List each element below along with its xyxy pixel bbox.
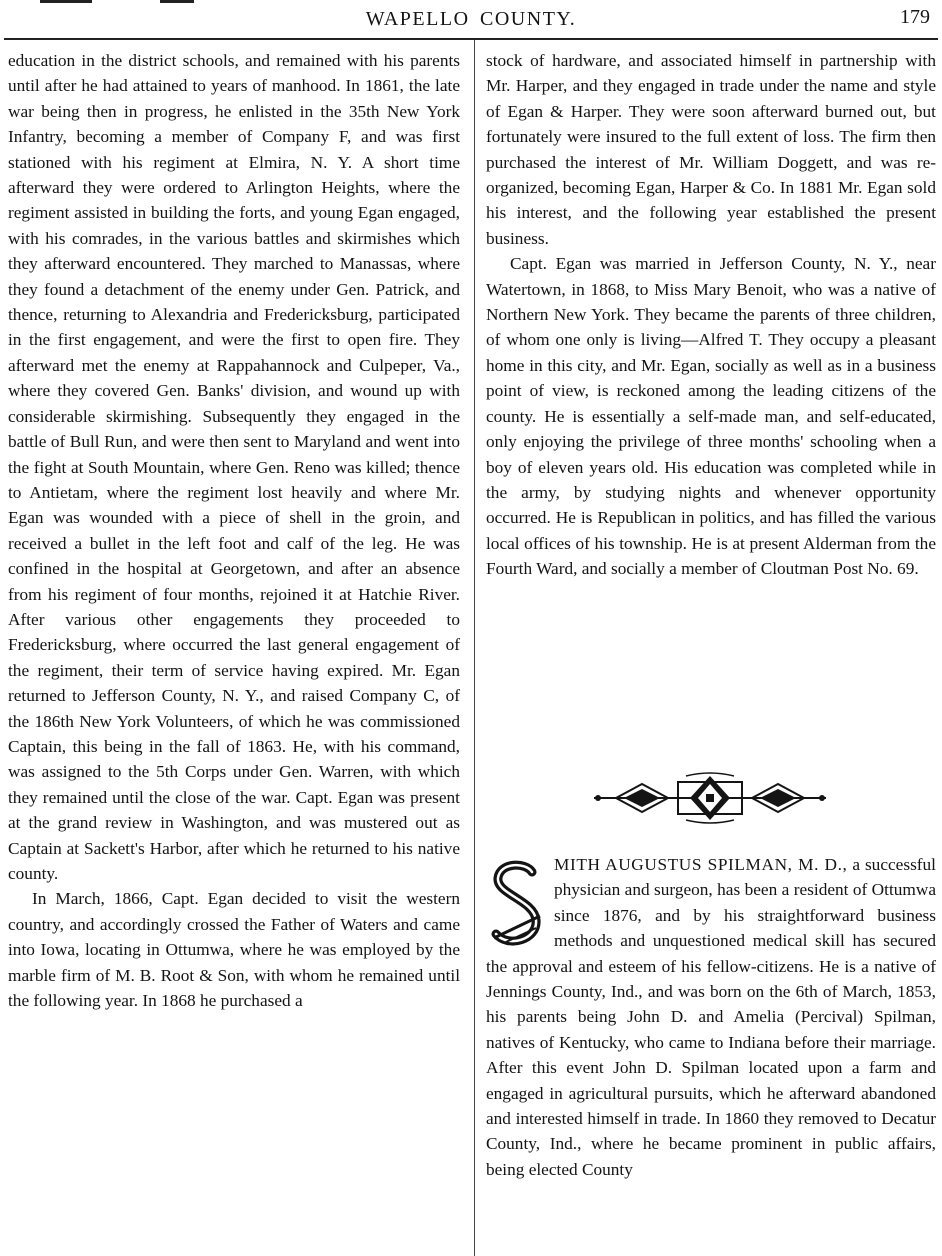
paragraph: Capt. Egan was married in Jefferson County, N. Y., near Watertown, in 1868, to Miss Mary Benoit, who was a native of Northern New York. They became the parents of three children, of whom one only is living—Alfred T. They occupy a pleasant home in this city, and Mr. Egan, socially as well as in a business point of view, is reckoned among the leading citizens of the county. He is essentially a self-made man, and self-educated, only enjoying the privilege of three months' schooling when a boy of eleven years old. His education was completed while in the army, by studying nights and whenever opportunity occurred. He is Republican in politics, and has filled the various local offices of his township. He is at present Alderman from the Fourth Ward, and socially a member of Cloutman Post No. 69.: [486, 254, 936, 579]
drop-cap-s: [486, 858, 548, 950]
right-column: [486, 48, 936, 582]
top-edge-mark: [40, 0, 92, 3]
top-edge-mark: [160, 0, 194, 3]
column-rule: [474, 40, 475, 1256]
running-title: WAPELLO COUNTY.: [365, 8, 577, 30]
header-rule: [4, 38, 938, 40]
running-head: [0, 6, 942, 36]
left-column: [8, 48, 460, 1013]
paragraph: In March, 1866, Capt. Egan decided to visit the western country, and accordingly crossed the Father of Waters and came into Iowa, locating in Ottumwa, where he was employed by the marble firm of M. B. Root & Son, with whom he remained until the following year. In 1868 he purchased a: [8, 889, 460, 1011]
biography-text: [486, 852, 936, 1182]
biography-entry: [486, 852, 936, 1182]
paragraph: stock of hardware, and associated himself in partnership with Mr. Harper, and they engaged in trade under the name and style of Egan & Harper. They were soon afterward burned out, but fortunately were insured to the full extent of loss. The firm then purchased the interest of Mr. William Doggett, and was re-organized, becoming Egan, Harper & Co. In 1881 Mr. Egan sold his interest, and the following year established the present business.: [486, 51, 936, 248]
page-number: 179: [900, 6, 930, 28]
subject-name: MITH AUGUSTUS SPILMAN, M. D.,: [554, 855, 848, 874]
paragraph: education in the district schools, and remained with his parents until after he had attained to years of manhood. In 1861, the late war being then in progress, he enlisted in the 35th New York Infantry, becoming a member of Company F, and was first stationed with his regiment at Elmira, N. Y. A short time afterward they were ordered to Arlington Heights, where the regiment assisted in building the forts, and young Egan engaged, with his comrades, in the various battles and skirmishes which they afterward encountered. They marched to Manassas, where they found a detachment of the enemy under Gen. Patrick, and thence, returning to Alexandria and Fredericksburg, participated in the first engagement, and were the first to open fire. They afterward met the enemy at Rappahannock and Culpeper, Va., where they covered Gen. Banks' division, and wound up with considerable skirmishing. Subsequently they engaged in the battle of Bull Run, and were then sent to Maryland and went into the fight at South Mountain, where Gen. Reno was killed; thence to Antietam, where the regiment lost heavily and where Mr. Egan was wounded with a piece of shell in the groin, and received a bullet in the left foot and calf of the leg. He was confined in the hospital at Georgetown, and after an absence from his regiment of four months, rejoined it at Hatchie River. After various other engagements they proceeded to Fredericksburg, where occurred the last general engagement of the regiment, their term of service having expired. Mr. Egan returned to Jefferson County, N. Y., and raised Company C, of the 186th New York Volunteers, of which he was commissioned Captain, this being in the fall of 1863. He, with his command, was assigned to the 5th Corps under Gen. Warren, with which they remained until the close of the war. Capt. Egan was present at the grand review in Washington, and was mustered out as Captain at Sackett's Harbor, after which he returned to his native county.: [8, 51, 460, 883]
section-ornament: [590, 770, 830, 826]
biography-body: a successful physician and surgeon, has been a resident of Ottumwa since 1876, and by his straightforward business methods and unquestioned medical skill has secured the approval and esteem of his fellow-citizens. He is a native of Jennings County, Ind., and was born on the 6th of March, 1853, his parents being John D. and Amelia (Percival) Spilman, natives of Kentucky, who came to Indiana before their marriage. After this event John D. Spilman located upon a farm and engaged in agricultural pursuits, which he afterward abandoned and interested himself in trade. In 1860 they removed to Decatur County, Ind., where he became prominent in public affairs, being elected County: [486, 855, 936, 1179]
